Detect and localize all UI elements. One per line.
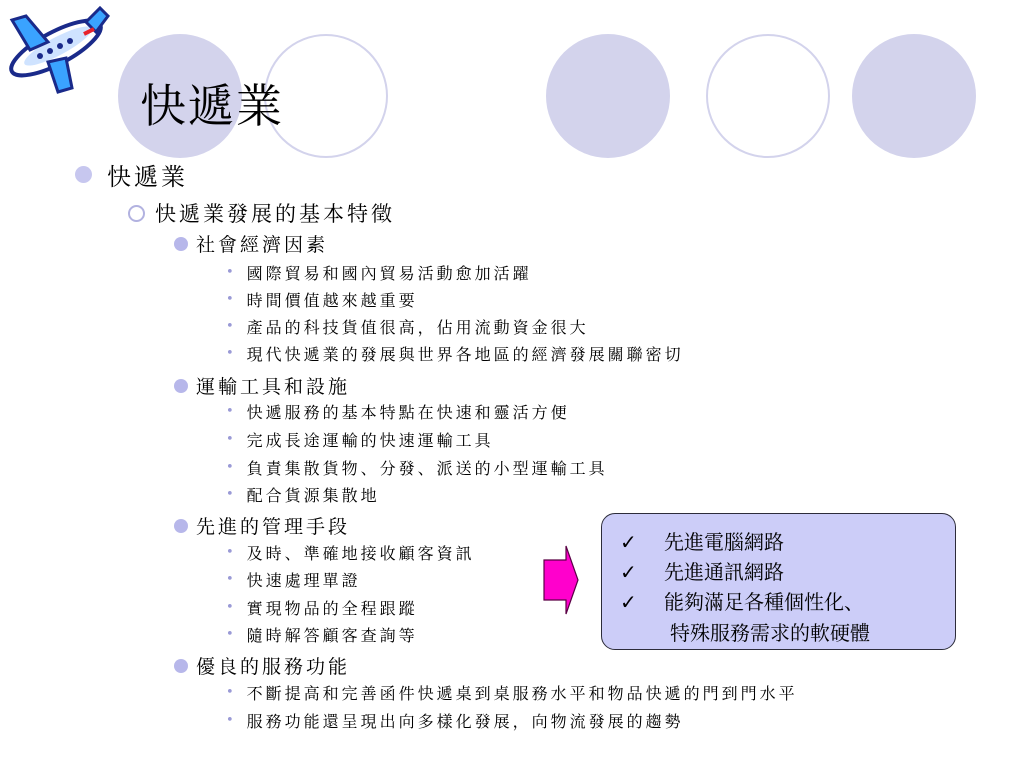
callout-continuation	[670, 617, 870, 646]
section-heading-text: 社會經濟因素	[196, 234, 329, 256]
list-item-text: 時間價值越來越重要	[246, 291, 418, 310]
callout-item-text: 先進通訊網路	[664, 560, 784, 584]
callout-item-text: 能夠滿足各種個性化、	[664, 590, 864, 614]
list-item	[226, 400, 570, 423]
list-item	[226, 623, 418, 646]
callout-item	[620, 526, 784, 555]
callout-item	[620, 586, 864, 615]
callout-continuation-text: 特殊服務需求的軟硬體	[670, 621, 870, 645]
bullet-dot: •	[226, 713, 234, 728]
bullet-dot: •	[226, 404, 234, 419]
bullet-dot: •	[226, 346, 234, 361]
list-item	[226, 261, 532, 284]
decor-circle	[852, 34, 976, 158]
bullet-dot	[174, 519, 188, 533]
list-item	[226, 428, 494, 451]
bullet-dot: •	[226, 292, 234, 307]
bullet-dot	[174, 379, 188, 393]
section-heading-text: 先進的管理手段	[196, 516, 351, 538]
check-icon: ✓	[620, 560, 637, 584]
list-item-text: 不斷提高和完善函件快遞桌到桌服務水平和物品快遞的門到門水平	[246, 684, 798, 703]
list-item-text: 及時、準確地接收顧客資訊	[246, 544, 475, 563]
list-item	[226, 681, 798, 704]
list-item-text: 實現物品的全程跟蹤	[246, 599, 418, 618]
check-icon: ✓	[620, 530, 637, 554]
arrow-right-icon	[542, 544, 580, 616]
list-item-text: 配合貨源集散地	[246, 486, 380, 505]
bullet-dot: •	[226, 265, 234, 280]
section-heading	[174, 372, 350, 399]
list-item	[226, 596, 418, 619]
bullet-ring	[128, 205, 145, 222]
bullet-dot: •	[226, 600, 234, 615]
callout-box	[601, 513, 956, 650]
check-icon: ✓	[620, 590, 637, 614]
bullet-dot	[174, 659, 188, 673]
bullet-dot	[75, 166, 92, 183]
bullet-dot: •	[226, 432, 234, 447]
bullet-dot: •	[226, 627, 234, 642]
section-heading-text: 運輸工具和設施	[196, 376, 351, 398]
section-heading	[174, 230, 328, 257]
airplane-icon	[0, 0, 112, 100]
section-heading-text: 優良的服務功能	[196, 656, 351, 678]
list-item	[226, 568, 361, 591]
bullet-dot	[174, 237, 188, 251]
slide-title: 快遞業	[140, 79, 284, 133]
list-item-text: 產品的科技貨值很高，佔用流動資金很大	[246, 318, 589, 337]
list-item-text: 快遞服務的基本特點在快速和靈活方便	[246, 403, 570, 422]
list-item	[226, 709, 684, 732]
callout-item-text: 先進電腦網路	[664, 530, 784, 554]
bullet-dot: •	[226, 685, 234, 700]
bullet-dot: •	[226, 572, 234, 587]
bullet-dot: •	[226, 487, 234, 502]
list-item	[226, 288, 418, 311]
list-item-text: 負責集散貨物、分發、派送的小型運輸工具	[246, 459, 608, 478]
section-heading	[174, 512, 350, 539]
outline-level2	[128, 198, 395, 228]
list-item	[226, 541, 475, 564]
list-item-text: 現代快遞業的發展與世界各地區的經濟發展關聯密切	[246, 345, 684, 364]
decor-circle	[546, 34, 670, 158]
bullet-dot: •	[226, 460, 234, 475]
list-item-text: 完成長途運輸的快速運輸工具	[246, 431, 494, 450]
list-item-text: 服務功能還呈現出向多樣化發展，向物流發展的趨勢	[246, 712, 684, 731]
decor-circle	[706, 34, 830, 158]
level2-text: 快遞業發展的基本特徵	[155, 202, 395, 226]
list-item-text: 快速處理單證	[246, 571, 361, 590]
list-item	[226, 342, 684, 365]
list-item-text: 國際貿易和國內貿易活動愈加活躍	[246, 264, 532, 283]
outline-level1	[75, 157, 188, 192]
list-item	[226, 483, 380, 506]
bullet-dot: •	[226, 545, 234, 560]
list-item	[226, 456, 608, 479]
callout-item	[620, 556, 784, 585]
section-heading	[174, 652, 350, 679]
level1-text: 快遞業	[107, 163, 188, 191]
list-item-text: 隨時解答顧客查詢等	[246, 626, 418, 645]
bullet-dot: •	[226, 319, 234, 334]
list-item	[226, 315, 589, 338]
